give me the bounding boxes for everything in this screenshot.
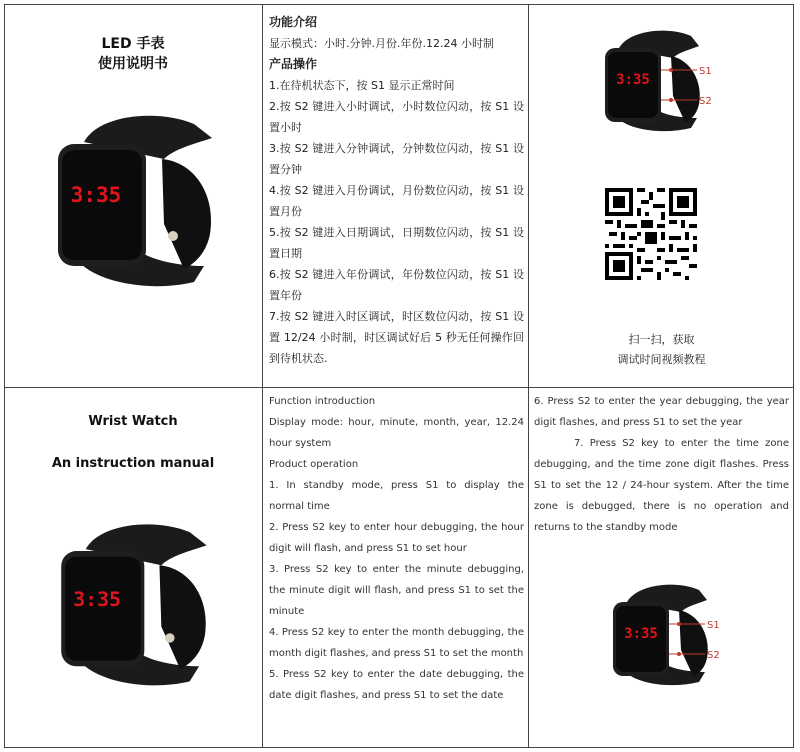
s2-marker: [677, 652, 681, 656]
s2-label: S2: [699, 96, 712, 107]
s2-label: S2: [707, 650, 720, 661]
bottom-middle-cell: [269, 391, 524, 746]
s1-label: S1: [707, 620, 720, 631]
instruction-manual-document: [4, 4, 794, 748]
led-time-display: 3:35: [73, 587, 121, 611]
qr-code[interactable]: [605, 188, 697, 280]
cn-title-line1: LED 手表: [101, 36, 165, 52]
step-item: 1.在待机状态下，按 S1 显示正常时间: [269, 79, 455, 92]
top-left-cell: [4, 4, 262, 387]
step-item: 5.按 S2 键进入日期调试，日期数位闪动，按 S1 设置日期: [269, 226, 524, 260]
qr-caption-line1: 扫一扫，获取: [628, 333, 695, 346]
section-title-operation: 产品操作: [269, 57, 318, 71]
cn-title: [4, 34, 262, 74]
display-mode-text: 显示模式：小时.分钟.月份.年份.12.24 小时制: [269, 37, 494, 50]
en-paragraph: 7. Press S2 key to enter the time zone debugging, and the time zone digit flashes. Press S1 to set the 12 / 24-hour system. After the time zone is debugged, there is no operation and returns to the standby mode: [534, 438, 789, 533]
bottom-right-cell: [529, 388, 794, 748]
s1-marker: [677, 622, 681, 626]
led-time-display: 3:35: [624, 626, 658, 642]
en-title-line1: Wrist Watch: [88, 414, 178, 429]
top-right-cell: [529, 4, 794, 387]
step-item: 7.按 S2 键进入时区调试，时区数位闪动，按 S1 设置 12/24 小时制，时区调试好后 5 秒无任何操作回到待机状态.: [269, 310, 524, 365]
s1-marker: [669, 68, 673, 72]
step-item: 2.按 S2 键进入小时调试，小时数位闪动，按 S1 设置小时: [269, 100, 524, 134]
annotated-watch-image: [607, 580, 737, 690]
watch-image: [44, 104, 224, 294]
column-divider-left: [262, 4, 263, 748]
annotated-watch-image: [599, 26, 729, 136]
step-item: 6.按 S2 键进入年份调试，年份数位闪动，按 S1 设置年份: [269, 268, 524, 302]
step-item: 3.按 S2 键进入分钟调试，分钟数位闪动，按 S1 设置分钟: [269, 142, 524, 176]
qr-caption: [529, 330, 794, 370]
en-line: Function introduction: [269, 396, 376, 407]
watch-image: [48, 508, 218, 698]
en-line: Product operation: [269, 459, 359, 470]
bottom-left-cell: [4, 388, 262, 748]
en-line: 1. In standby mode, press S1 to display the normal time: [269, 480, 524, 512]
bottom-right-text: [534, 391, 789, 538]
en-line: 5. Press S2 key to enter the date debugging, the date digit flashes, and press S1 to set the date: [269, 669, 524, 701]
qr-caption-line2: 调试时间视频教程: [617, 353, 706, 366]
led-time-display: 3:35: [70, 183, 122, 207]
s1-label: S1: [699, 66, 712, 77]
en-line: Display mode: hour, minute, month, year, 12.24 hour system: [269, 417, 524, 449]
section-title-function: 功能介绍: [269, 15, 318, 29]
en-title-line2: An instruction manual: [51, 456, 215, 471]
s2-marker: [669, 98, 673, 102]
cn-title-line2: 使用说明书: [98, 56, 168, 72]
en-line: 2. Press S2 key to enter hour debugging, the hour digit will flash, and press S1 to set hour: [269, 522, 524, 554]
led-time-display: 3:35: [616, 72, 650, 88]
en-line: 4. Press S2 key to enter the month debugging, the month digit flashes, and press S1 to set the month: [269, 627, 524, 659]
step-item: 4.按 S2 键进入月份调试，月份数位闪动，按 S1 设置月份: [269, 184, 524, 218]
en-line: 3. Press S2 key to enter the minute debugging, the minute digit will flash, and press S1 to set the minute: [269, 564, 524, 617]
top-middle-cell: [269, 12, 524, 384]
en-paragraph: 6. Press S2 to enter the year debugging, the year digit flashes, and press S1 to set the year: [534, 396, 789, 428]
